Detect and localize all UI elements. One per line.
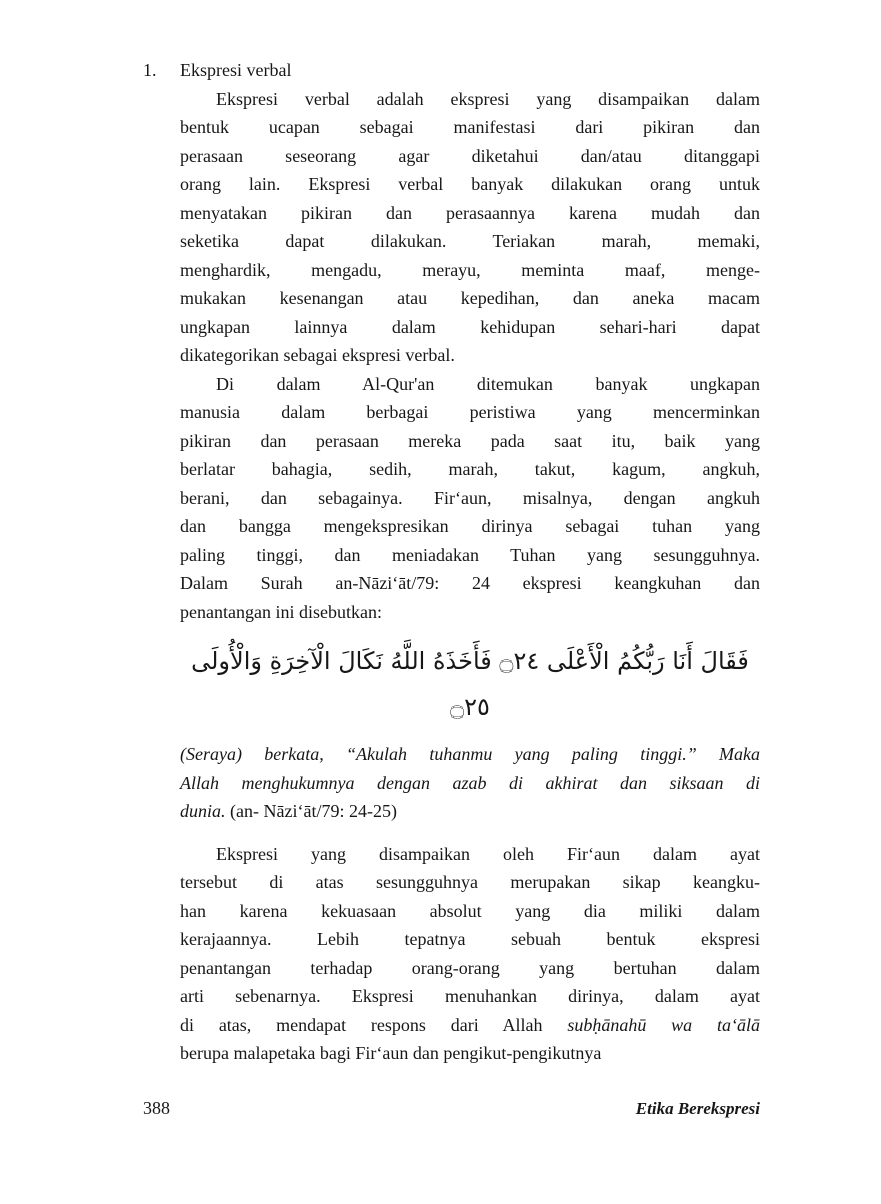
italic-text-segment: (Seraya) berkata, “Akulah tuhanmu yang paling tinggi.” Maka <box>180 744 760 764</box>
text-line <box>180 1011 760 1040</box>
text-line <box>180 740 760 769</box>
text-segment: penantangan terhadap orang-orang yang bertuhan dalam <box>180 957 760 978</box>
text-segment: berani, dan sebagainya. Fir‘aun, misalnya, dengan angkuh <box>180 487 760 508</box>
text-segment: seketika dapat dilakukan. Teriakan marah, memaki, <box>180 231 760 251</box>
text-line <box>180 455 760 484</box>
text-line <box>180 227 760 256</box>
section-heading <box>143 56 760 85</box>
text-line <box>180 541 760 570</box>
text-line <box>180 484 760 513</box>
italic-text-segment: Allah menghukumnya dengan azab di akhirat dan siksaan di <box>180 772 760 793</box>
text-segment: dan bangga mengekspresikan dirinya sebagai tuhan yang <box>180 516 760 536</box>
text-line <box>180 954 760 983</box>
italic-text-segment: dunia. <box>180 801 226 821</box>
text-line <box>180 85 760 114</box>
text-line <box>180 512 760 541</box>
text-segment: Ekspresi yang disampaikan oleh Fir‘aun dalam ayat <box>216 843 760 864</box>
text-line <box>180 284 760 313</box>
page-number: 388 <box>143 1098 170 1118</box>
text-segment: bentuk ucapan sebagai manifestasi dari pikiran dan <box>180 117 760 137</box>
text-line <box>180 1039 760 1068</box>
paragraph-1 <box>180 85 760 370</box>
text-segment: pikiran dan perasaan mereka pada saat itu, baik yang <box>180 430 760 451</box>
italic-text-segment: subḥānahū wa ta‘ālā <box>567 1014 760 1035</box>
page-footer <box>143 1096 760 1121</box>
section-title: Ekspresi verbal <box>180 60 292 80</box>
verse-translation <box>180 740 760 826</box>
text-line <box>180 170 760 199</box>
text-line <box>180 569 760 598</box>
text-line <box>180 769 760 798</box>
text-line <box>180 341 760 370</box>
text-segment: arti sebenarnya. Ekspresi menuhankan dirinya, dalam ayat <box>180 986 760 1006</box>
text-segment: Ekspresi verbal adalah ekspresi yang disampaikan dalam <box>216 88 760 109</box>
text-line <box>180 897 760 926</box>
text-line <box>180 199 760 228</box>
text-line <box>180 113 760 142</box>
text-segment: perasaan seseorang agar diketahui dan/atau ditanggapi <box>180 145 760 166</box>
text-segment: berlatar bahagia, sedih, marah, takut, kagum, angkuh, <box>180 459 760 479</box>
text-segment: mukakan kesenangan atau kepedihan, dan aneka macam <box>180 288 760 308</box>
text-line <box>180 142 760 171</box>
text-segment: han karena kekuasaan absolut yang dia miliki dalam <box>180 900 760 921</box>
text-line <box>180 868 760 897</box>
section-number: 1. <box>143 60 157 80</box>
text-segment: paling tinggi, dan meniadakan Tuhan yang sesungguhnya. <box>180 544 760 565</box>
text-segment: ungkapan lainnya dalam kehidupan sehari-hari dapat <box>180 316 760 337</box>
body-text <box>180 85 760 1068</box>
arabic-verse: فَقَالَ أَنَا رَبُّكُمُ الْأَعْلَى ۝٢٤ فَأَخَذَهُ اللَّهُ نَكَالَ الْآخِرَةِ وَالْأُولَى ۝٢٥ <box>191 647 749 721</box>
text-segment: dikategorikan sebagai ekspresi verbal. <box>180 345 455 365</box>
text-line <box>180 840 760 869</box>
text-line <box>180 982 760 1011</box>
paragraph-3 <box>180 840 760 1068</box>
text-segment: di atas, mendapat respons dari Allah <box>180 1014 568 1035</box>
text-segment: menyatakan pikiran dan perasaannya karena mudah dan <box>180 202 760 223</box>
text-segment: orang lain. Ekspresi verbal banyak dilakukan orang untuk <box>180 174 760 194</box>
page-content <box>143 56 760 1068</box>
text-segment: menghardik, mengadu, merayu, meminta maaf, menge- <box>180 259 760 280</box>
text-segment: Di dalam Al-Qur'an ditemukan banyak ungkapan <box>216 373 760 394</box>
text-segment: penantangan ini disebutkan: <box>180 601 382 622</box>
paragraph-2 <box>180 370 760 627</box>
text-segment: berupa malapetaka bagi Fir‘aun dan pengikut-pengikutnya <box>180 1043 602 1063</box>
text-line <box>180 797 760 826</box>
text-line <box>180 313 760 342</box>
text-segment: Dalam Surah an-Nāzi‘āt/79: 24 ekspresi keangkuhan dan <box>180 573 760 593</box>
text-line <box>180 598 760 627</box>
text-line <box>180 925 760 954</box>
text-segment: manusia dalam berbagai peristiwa yang mencerminkan <box>180 402 760 422</box>
text-line <box>180 256 760 285</box>
text-segment: tersebut di atas sesungguhnya merupakan sikap keangku- <box>180 872 760 892</box>
text-line <box>180 427 760 456</box>
text-segment: kerajaannya. Lebih tepatnya sebuah bentuk ekspresi <box>180 929 760 949</box>
text-line <box>180 398 760 427</box>
text-line <box>180 370 760 399</box>
running-title: Etika Berekspresi <box>635 1099 760 1118</box>
text-segment: (an- Nāzi‘āt/79: 24-25) <box>225 801 397 821</box>
